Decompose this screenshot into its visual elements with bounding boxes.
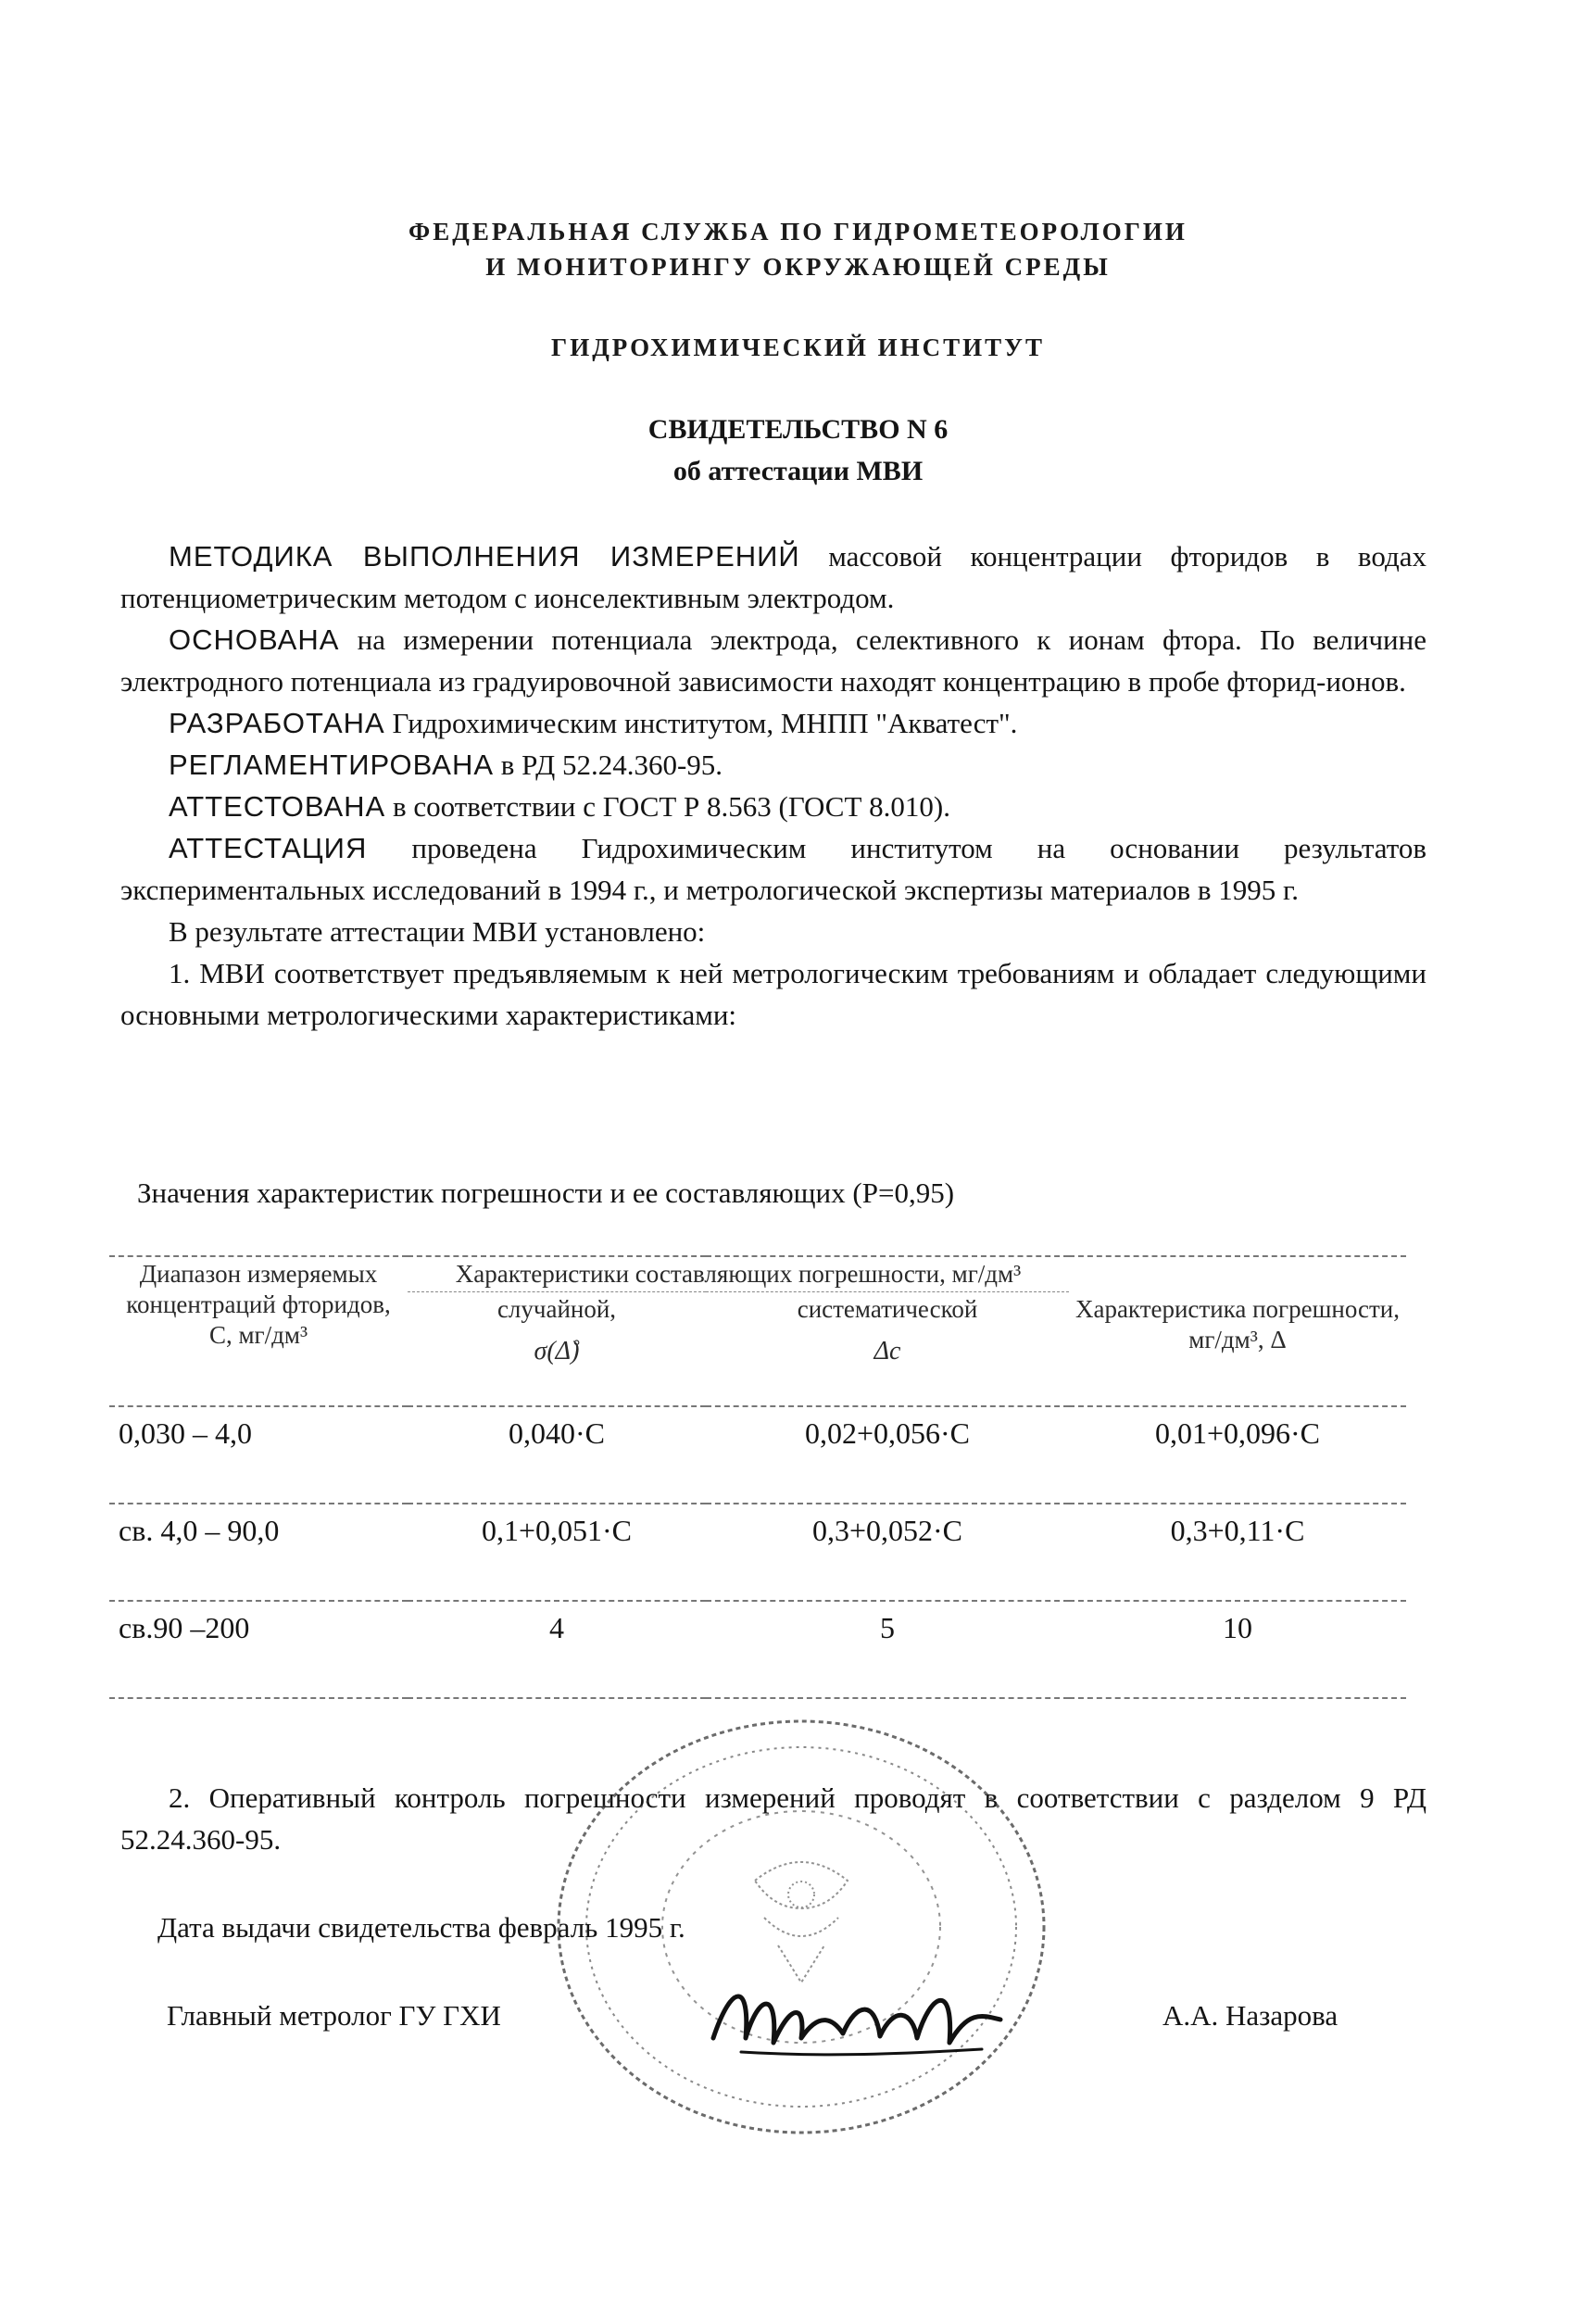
header-range: Диапазон измеряемых концентраций фторидов, С, мг/дм³ <box>109 1256 408 1406</box>
certificate-body <box>120 535 1426 1036</box>
header-systematic-symbol: Δс <box>873 1337 901 1366</box>
cell-systematic: 0,3+0,052·С <box>706 1504 1069 1601</box>
header-systematic-label: систематической <box>797 1295 978 1323</box>
header-random <box>408 1292 706 1407</box>
table-title: Значения характеристик погрешности и ее составляющих (Р=0,95) <box>137 1177 955 1209</box>
result-intro: В результате аттестации МВИ установлено: <box>169 915 706 948</box>
certificate-subtitle: об аттестации МВИ <box>672 456 924 486</box>
regulated-keyword: РЕГЛАМЕНТИРОВАНА <box>169 749 495 781</box>
certified-paragraph <box>120 786 1426 827</box>
cell-random: 4 <box>408 1601 706 1698</box>
certified-keyword: АТТЕСТОВАНА <box>169 790 386 823</box>
method-keyword: МЕТОДИКА ВЫПОЛНЕНИЯ ИЗМЕРЕНИЙ <box>169 540 800 573</box>
regulated-text: в РД 52.24.360-95. <box>494 749 723 781</box>
cell-range: св.90 –200 <box>109 1601 408 1698</box>
developed-paragraph <box>120 702 1426 744</box>
attestation-keyword: АТТЕСТАЦИЯ <box>169 832 368 864</box>
header-components-group: Характеристики составляющих погрешности, мг/дм³ <box>408 1256 1069 1292</box>
agency-line-1: ФЕДЕРАЛЬНАЯ СЛУЖБА ПО ГИДРОМЕТЕОРОЛОГИИ <box>408 218 1188 245</box>
signer-name: А.А. Назарова <box>1162 1999 1338 2032</box>
cell-range: 0,030 – 4,0 <box>109 1406 408 1504</box>
cell-random: 0,1+0,051·С <box>408 1504 706 1601</box>
developed-keyword: РАЗРАБОТАНА <box>169 707 385 739</box>
error-characteristics-table <box>109 1255 1406 1699</box>
table-row <box>109 1601 1406 1698</box>
table-row <box>109 1504 1406 1601</box>
header-random-label: случайной, <box>496 1295 617 1323</box>
issue-date: Дата выдачи свидетельства февраль 1995 г. <box>157 1911 685 1944</box>
developed-text: Гидрохимическим институтом, МНПП "Акватест". <box>384 707 1018 739</box>
cell-range: св. 4,0 – 90,0 <box>109 1504 408 1601</box>
cell-total: 0,3+0,11·С <box>1069 1504 1406 1601</box>
header-total-error: Характеристика погрешности, мг/дм³, Δ <box>1069 1256 1406 1406</box>
institute-name: ГИДРОХИМИЧЕСКИЙ ИНСТИТУТ <box>551 334 1045 361</box>
cell-total: 10 <box>1069 1601 1406 1698</box>
result-item-1: 1. МВИ соответствует предъявляемым к ней метрологическим требованиям и обладает следующими основными метрологическими характеристиками: <box>120 957 1426 1031</box>
method-paragraph <box>120 535 1426 619</box>
agency-line-2: И МОНИТОРИНГУ ОКРУЖАЮЩЕЙ СРЕДЫ <box>485 253 1111 281</box>
signer-title: Главный метролог ГУ ГХИ <box>167 1999 501 2032</box>
certified-text: в соответствии с ГОСТ Р 8.563 (ГОСТ 8.010). <box>385 790 950 823</box>
certificate-title: СВИДЕТЕЛЬСТВО N 6 <box>647 414 949 445</box>
header-random-symbol: σ(Δ̊) <box>534 1337 580 1366</box>
basis-text: на измерении потенциала электрода, селективного к ионам фтора. По величине электродного потенциала из градуировочной зависимости находят концентрацию в пробе фторид-ионов. <box>120 623 1426 698</box>
table-row <box>109 1406 1406 1504</box>
regulated-paragraph <box>120 744 1426 786</box>
attestation-paragraph <box>120 827 1426 911</box>
attestation-text: проведена Гидрохимическим институтом на основании результатов экспериментальных исследований в 1994 г., и метрологической экспертизы материалов в 1995 г. <box>120 832 1426 906</box>
method-text: массовой концентрации фторидов в водах потенциометрическим методом с ионселективным электродом. <box>120 540 1426 614</box>
header-systematic <box>706 1292 1069 1407</box>
basis-keyword: ОСНОВАНА <box>169 623 340 656</box>
cell-systematic: 5 <box>706 1601 1069 1698</box>
operational-control-paragraph: 2. Оперативный контроль погрешности измерений проводят в соответствии с разделом 9 РД 52.24.360-95. <box>120 1781 1426 1856</box>
cell-random: 0,040·С <box>408 1406 706 1504</box>
cell-systematic: 0,02+0,056·С <box>706 1406 1069 1504</box>
cell-total: 0,01+0,096·С <box>1069 1406 1406 1504</box>
handwritten-signature <box>704 1964 1019 2075</box>
basis-paragraph <box>120 619 1426 702</box>
